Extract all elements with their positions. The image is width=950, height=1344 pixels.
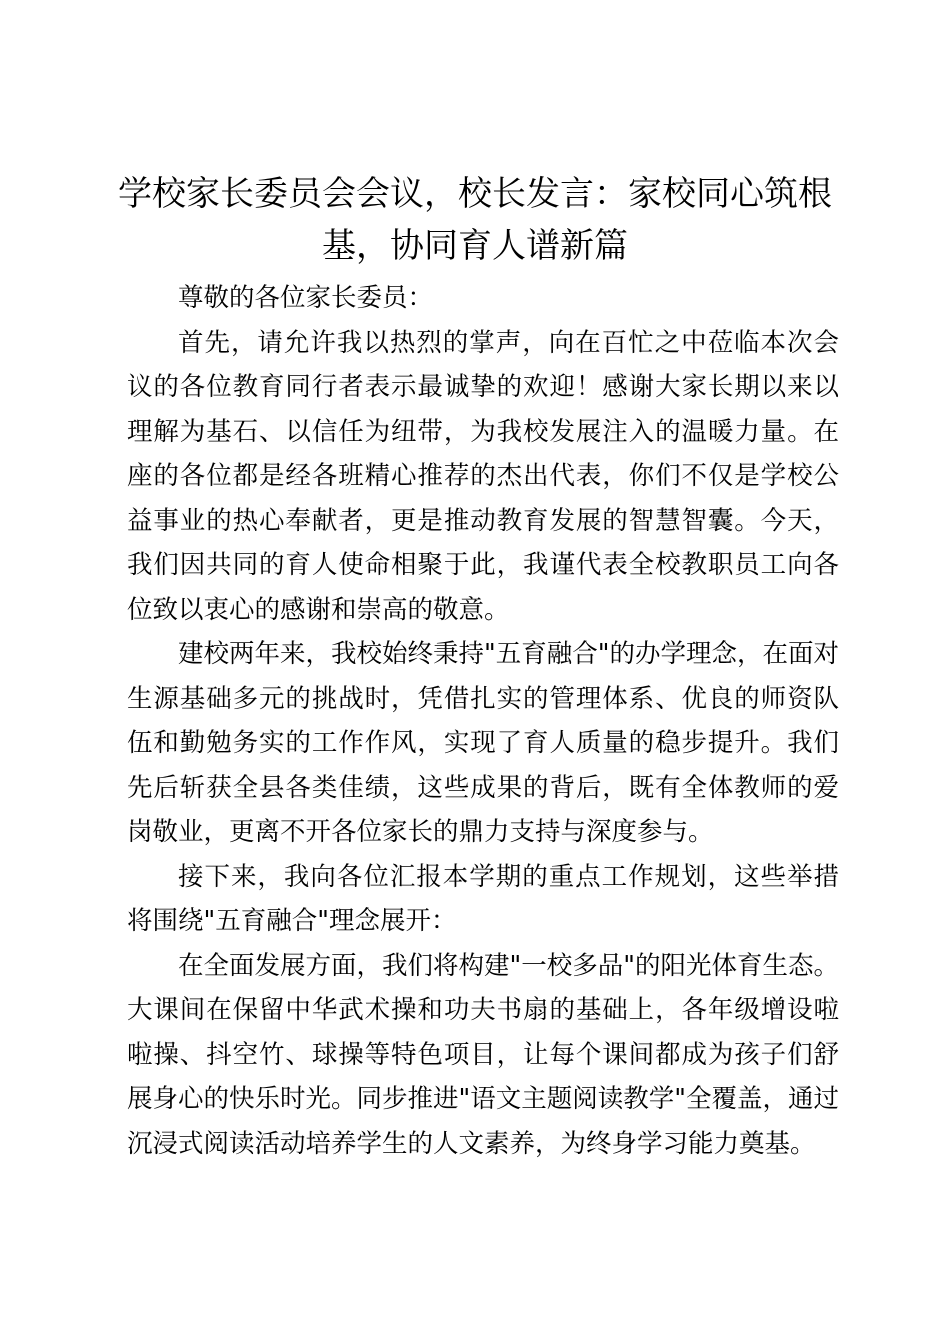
- paragraph-2: 建校两年来，我校始终秉持"五育融合"的办学理念，在面对生源基础多元的挑战时，凭借扎实的管理体系、优良的师资队伍和勤勉务实的工作作风，实现了育人质量的稳步提升。我们先后斩获全县各类佳绩，这些成果的背后，既有全体教师的爱岗敬业，更离不开各位家长的鼎力支持与深度参与。: [127, 639, 839, 847]
- salutation: 尊敬的各位家长委员：: [178, 283, 434, 313]
- document-body: [127, 276, 839, 1166]
- paragraph-4: 在全面发展方面，我们将构建"一校多品"的阳光体育生态。大课间在保留中华武术操和功夫书扇的基础上，各年级增设啦啦操、抖空竹、球操等特色项目，让每个课间都成为孩子们舒展身心的快乐时光。同步推进"语文主题阅读教学"全覆盖，通过沉浸式阅读活动培养学生的人文素养，为终身学习能力奠基。: [127, 950, 839, 1159]
- paragraph-1: 首先，请允许我以热烈的掌声，向在百忙之中莅临本次会议的各位教育同行者表示最诚挚的欢迎！感谢大家长期以来以理解为基石、以信任为纽带，为我校发展注入的温暖力量。在座的各位都是经各班精心推荐的杰出代表，你们不仅是学校公益事业的热心奉献者，更是推动教育发展的智慧智囊。今天，我们因共同的育人使命相聚于此，我谨代表全校教职员工向各位致以衷心的感谢和崇高的敬意。: [127, 327, 839, 625]
- paragraph-3: 接下来，我向各位汇报本学期的重点工作规划，这些举措将围绕"五育融合"理念展开：: [127, 861, 839, 936]
- document-title: 学校家长委员会会议，校长发言：家校同心筑根基，协同育人谱新篇: [118, 174, 832, 266]
